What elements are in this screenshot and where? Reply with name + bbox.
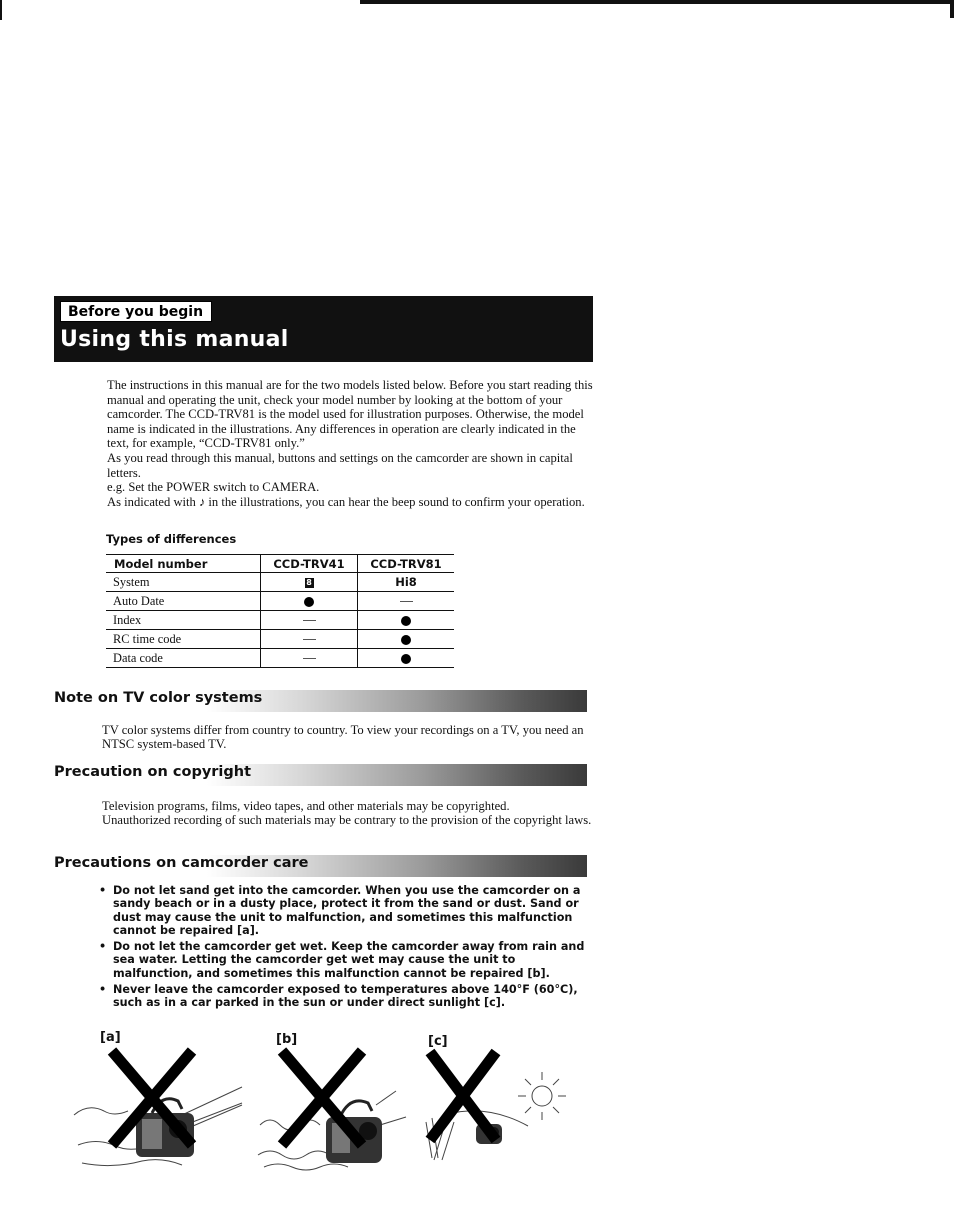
table-row <box>106 573 454 592</box>
table-row <box>106 611 454 630</box>
dot-icon <box>401 635 411 645</box>
page-title: Using this manual <box>60 327 289 352</box>
figure-label-c: [c] <box>428 1034 448 1049</box>
water-camcorder-illustration <box>256 1045 421 1175</box>
dash-icon <box>303 620 316 621</box>
dot-icon <box>401 616 411 626</box>
care-bullet-list <box>98 884 585 1013</box>
row-label: RC time code <box>106 630 261 649</box>
column-header: CCD-TRV81 <box>358 555 455 573</box>
section-tag: Before you begin <box>60 301 212 322</box>
intro-text <box>107 378 593 509</box>
top-rule-end <box>950 0 954 18</box>
differences-table <box>106 554 454 668</box>
section-heading-tv-color: Note on TV color systems <box>54 690 263 706</box>
cell-trv81 <box>358 573 455 592</box>
top-rule <box>360 0 954 4</box>
cell-trv41 <box>261 649 358 668</box>
section-heading-care: Precautions on camcorder care <box>54 855 309 871</box>
intro-paragraph: As you read through this manual, buttons and settings on the camcorder are shown in capital letters. <box>107 450 573 480</box>
cell-trv41 <box>261 573 358 592</box>
copyright-paragraph: Television programs, films, video tapes, and other materials may be copyrighted. <box>102 799 510 813</box>
column-header: CCD-TRV41 <box>261 555 358 573</box>
table-row <box>106 630 454 649</box>
table-row <box>106 649 454 668</box>
cell-trv41 <box>261 592 358 611</box>
cell-trv81 <box>358 630 455 649</box>
row-label: Data code <box>106 649 261 668</box>
table-heading: Types of differences <box>106 532 237 546</box>
cell-trv41 <box>261 630 358 649</box>
video8-logo-icon: 8 <box>306 577 312 587</box>
sun-car-camcorder-illustration <box>424 1048 574 1168</box>
figure-label-a: [a] <box>100 1030 121 1045</box>
intro-example: e.g. Set the POWER switch to CAMERA. <box>107 480 320 495</box>
figure-label-b: [b] <box>276 1032 298 1047</box>
list-item: • Do not let the camcorder get wet. Keep the camcorder away from rain and sea water. Letting the camcorder get wet may cause the unit to malfunction, and sometimes this malfunction cannot be repaired [b]. <box>98 940 585 980</box>
list-item: • Never leave the camcorder exposed to temperatures above 140°F (60°C), such as in a car parked in the sun or under direct sunlight [c]. <box>98 983 585 1010</box>
cell-trv41 <box>261 611 358 630</box>
column-header: Model number <box>106 555 261 573</box>
dot-icon <box>401 654 411 664</box>
copyright-paragraph: Unauthorized recording of such materials may be contrary to the provision of the copyright laws. <box>102 812 592 827</box>
table-row <box>106 592 454 611</box>
intro-paragraph: The instructions in this manual are for the two models listed below. Before you start reading this manual and operating the unit, check your model number by looking at the bottom of your camcorder. The CCD-TRV81 is the model used for illustration purposes. Otherwise, the model name is indicated in the illustrations. Any differences in operation are clearly indicated in the text, for example, “CCD-TRV81 only.” <box>107 378 593 451</box>
sun-icon <box>518 1072 566 1120</box>
row-label: Index <box>106 611 261 630</box>
dash-icon <box>303 639 316 640</box>
section-heading-copyright: Precaution on copyright <box>54 764 252 780</box>
tv-color-paragraph: TV color systems differ from country to country. To view your recordings on a TV, you need an NTSC system-based TV. <box>102 723 584 751</box>
sand-camcorder-illustration <box>72 1045 252 1175</box>
row-label: Auto Date <box>106 592 261 611</box>
dash-icon <box>400 601 413 602</box>
dash-icon <box>303 658 316 659</box>
hi8-logo-icon: Hi8 <box>395 575 417 590</box>
table-header-row <box>106 555 454 573</box>
cross-mark-icon <box>282 1051 362 1145</box>
cell-trv81 <box>358 649 455 668</box>
intro-paragraph: As indicated with ♪ in the illustrations, you can hear the beep sound to confirm your operation. <box>107 494 585 509</box>
cell-trv81 <box>358 592 455 611</box>
page-header <box>54 296 593 362</box>
page-edge-mark <box>0 0 2 20</box>
list-item: • Do not let sand get into the camcorder. When you use the camcorder on a sandy beach or in a dusty place, protect it from the sand or dust. Sand or dust may cause the unit to malfunction, and sometimes this malfunction cannot be repaired [a]. <box>98 884 585 937</box>
row-label: System <box>106 573 261 592</box>
cell-trv81 <box>358 611 455 630</box>
copyright-text <box>102 800 592 827</box>
cross-mark-icon <box>430 1052 496 1140</box>
dot-icon <box>304 597 314 607</box>
tv-color-text <box>102 724 592 751</box>
